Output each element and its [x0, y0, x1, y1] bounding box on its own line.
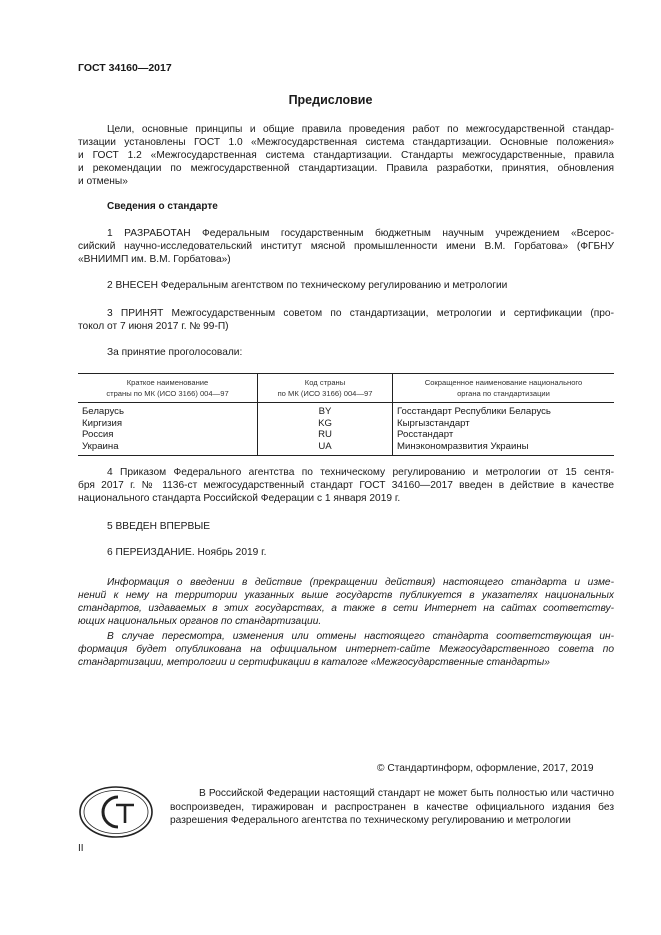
- item-4-line: 4 Приказом Федерального агентства по техническому регулированию и метрологии от 15 сентя-: [107, 467, 614, 478]
- country-name: Украина: [78, 441, 258, 456]
- standards-body: Кыргызстандарт: [393, 418, 615, 430]
- info-note-line: нений к нему на территории указанных выше государств публикуется в указателях национальных: [78, 590, 614, 601]
- intro-line: и рекомендации по межгосударственной стандартизации. Правила разработки, принятия, обновления: [78, 163, 614, 174]
- info-note-line: стандартов, издаваемых в этих государствах, а также в сети Интернет на сайтах соответству-: [78, 603, 614, 614]
- revision-note: [78, 630, 614, 643]
- intro-line-last: и отмены»: [78, 176, 128, 187]
- revision-note-cont: [78, 643, 614, 656]
- document-id: ГОСТ 34160—2017: [78, 62, 172, 74]
- item-4-cont: [78, 479, 614, 492]
- item-1-last: «ВНИИМП им. В.М. Горбатова»): [78, 254, 231, 265]
- header-text: Краткое наименование: [126, 378, 209, 387]
- item-3-line: 3 ПРИНЯТ Межгосударственным советом по стандартизации, метрологии и сертификации (про-: [107, 308, 614, 319]
- item-2: 2 ВНЕСЕН Федеральным агентством по техническому регулированию и метрологии: [107, 280, 508, 291]
- item-1: [78, 227, 614, 240]
- page-title: Предисловие: [288, 93, 373, 107]
- item-4-last: национального стандарта Российской Федерации с 1 января 2019 г.: [78, 493, 401, 504]
- table-row: [78, 429, 614, 441]
- header-text: по МК (ИСО 3166) 004—97: [277, 389, 373, 398]
- revision-note-last: стандартизации, метрологии и сертификации в каталоге «Межгосударственные стандарты»: [78, 657, 550, 668]
- header-country-code: [258, 374, 393, 403]
- standards-body: Госстандарт Республики Беларусь: [393, 403, 615, 418]
- country-code: BY: [258, 403, 393, 418]
- country-name: Беларусь: [82, 406, 124, 417]
- country-name: Киргизия: [82, 417, 123, 429]
- header-text: Код страны: [304, 378, 346, 387]
- country-code: RU: [258, 429, 393, 441]
- table-row: [78, 418, 614, 430]
- item-6: 6 ПЕРЕИЗДАНИЕ. Ноябрь 2019 г.: [107, 547, 267, 558]
- info-note-line: Информация о введении в действие (прекращении действия) настоящего стандарта и изме-: [107, 577, 614, 588]
- intro-line: и ГОСТ 1.2 «Межгосударственная система стандартизации. Стандарты межгосударственные, правила: [78, 150, 614, 161]
- item-1-line: 1 РАЗРАБОТАН Федеральным государственным бюджетным научным учреждением «Всерос-: [107, 228, 614, 239]
- header-country-name: [78, 374, 258, 403]
- item-4-line: бря 2017 г. № 1136-ст межгосударственный стандарт ГОСТ 34160—2017 введен в действие в качестве: [78, 480, 614, 491]
- header-standards-body: [393, 374, 615, 403]
- revision-note-line: В случае пересмотра, изменения или отмены настоящего стандарта соответствующая ин-: [107, 631, 614, 642]
- info-note-last: ющих национальных органов по стандартизации.: [78, 616, 322, 627]
- section-heading: Сведения о стандарте: [107, 201, 218, 212]
- standards-body: Росстандарт: [393, 429, 615, 441]
- country-code: UA: [258, 441, 393, 456]
- table-row: [78, 441, 614, 456]
- table-row: [78, 403, 614, 418]
- intro-line: тизации установлены ГОСТ 1.0 «Межгосударственная система стандартизации. Основные положения»: [78, 137, 614, 148]
- item-1-cont: [78, 240, 614, 253]
- page-number: II: [78, 843, 84, 854]
- revision-note-line: формация будет опубликована на официальном интернет-сайте Межгосударственного совета по: [78, 644, 614, 655]
- copyright-notice: В Российской Федерации настоящий стандарт не может быть полностью или частично воспроизведен, тиражирован и распространен в качестве официального издания без разрешения Федерального агентства по техническому регулированию и метрологии: [170, 788, 614, 826]
- rst-certification-logo: [78, 785, 154, 844]
- info-note: [78, 576, 614, 589]
- header-text: Сокращенное наименование национального: [424, 378, 583, 387]
- item-1-line: сийский научно-исследовательский институт мясной промышленности имени В.М. Горбатова» (ФГБНУ: [78, 241, 614, 252]
- item-4: [78, 466, 614, 479]
- intro-paragraph: [78, 123, 614, 136]
- item-3: [78, 307, 614, 320]
- copyright: © Стандартинформ, оформление, 2017, 2019: [377, 763, 594, 774]
- info-note-cont: [78, 589, 614, 615]
- standards-body: Минэкономразвития Украины: [393, 441, 615, 456]
- intro-paragraph-cont: [78, 136, 614, 175]
- country-code: KG: [258, 418, 393, 430]
- countries-table: [78, 373, 614, 456]
- voted-label: За принятие проголосовали:: [107, 347, 243, 358]
- header-text: органа по стандартизации: [457, 389, 550, 398]
- table-header-row: [78, 374, 614, 403]
- item-3-last: токол от 7 июня 2017 г. № 99-П): [78, 321, 229, 332]
- item-5: 5 ВВЕДЕН ВПЕРВЫЕ: [107, 521, 211, 532]
- country-name: Россия: [82, 429, 114, 440]
- header-text: страны по МК (ИСО 3166) 004—97: [106, 389, 229, 398]
- intro-line: Цели, основные принципы и общие правила проведения работ по межгосударственной стандар-: [107, 124, 614, 135]
